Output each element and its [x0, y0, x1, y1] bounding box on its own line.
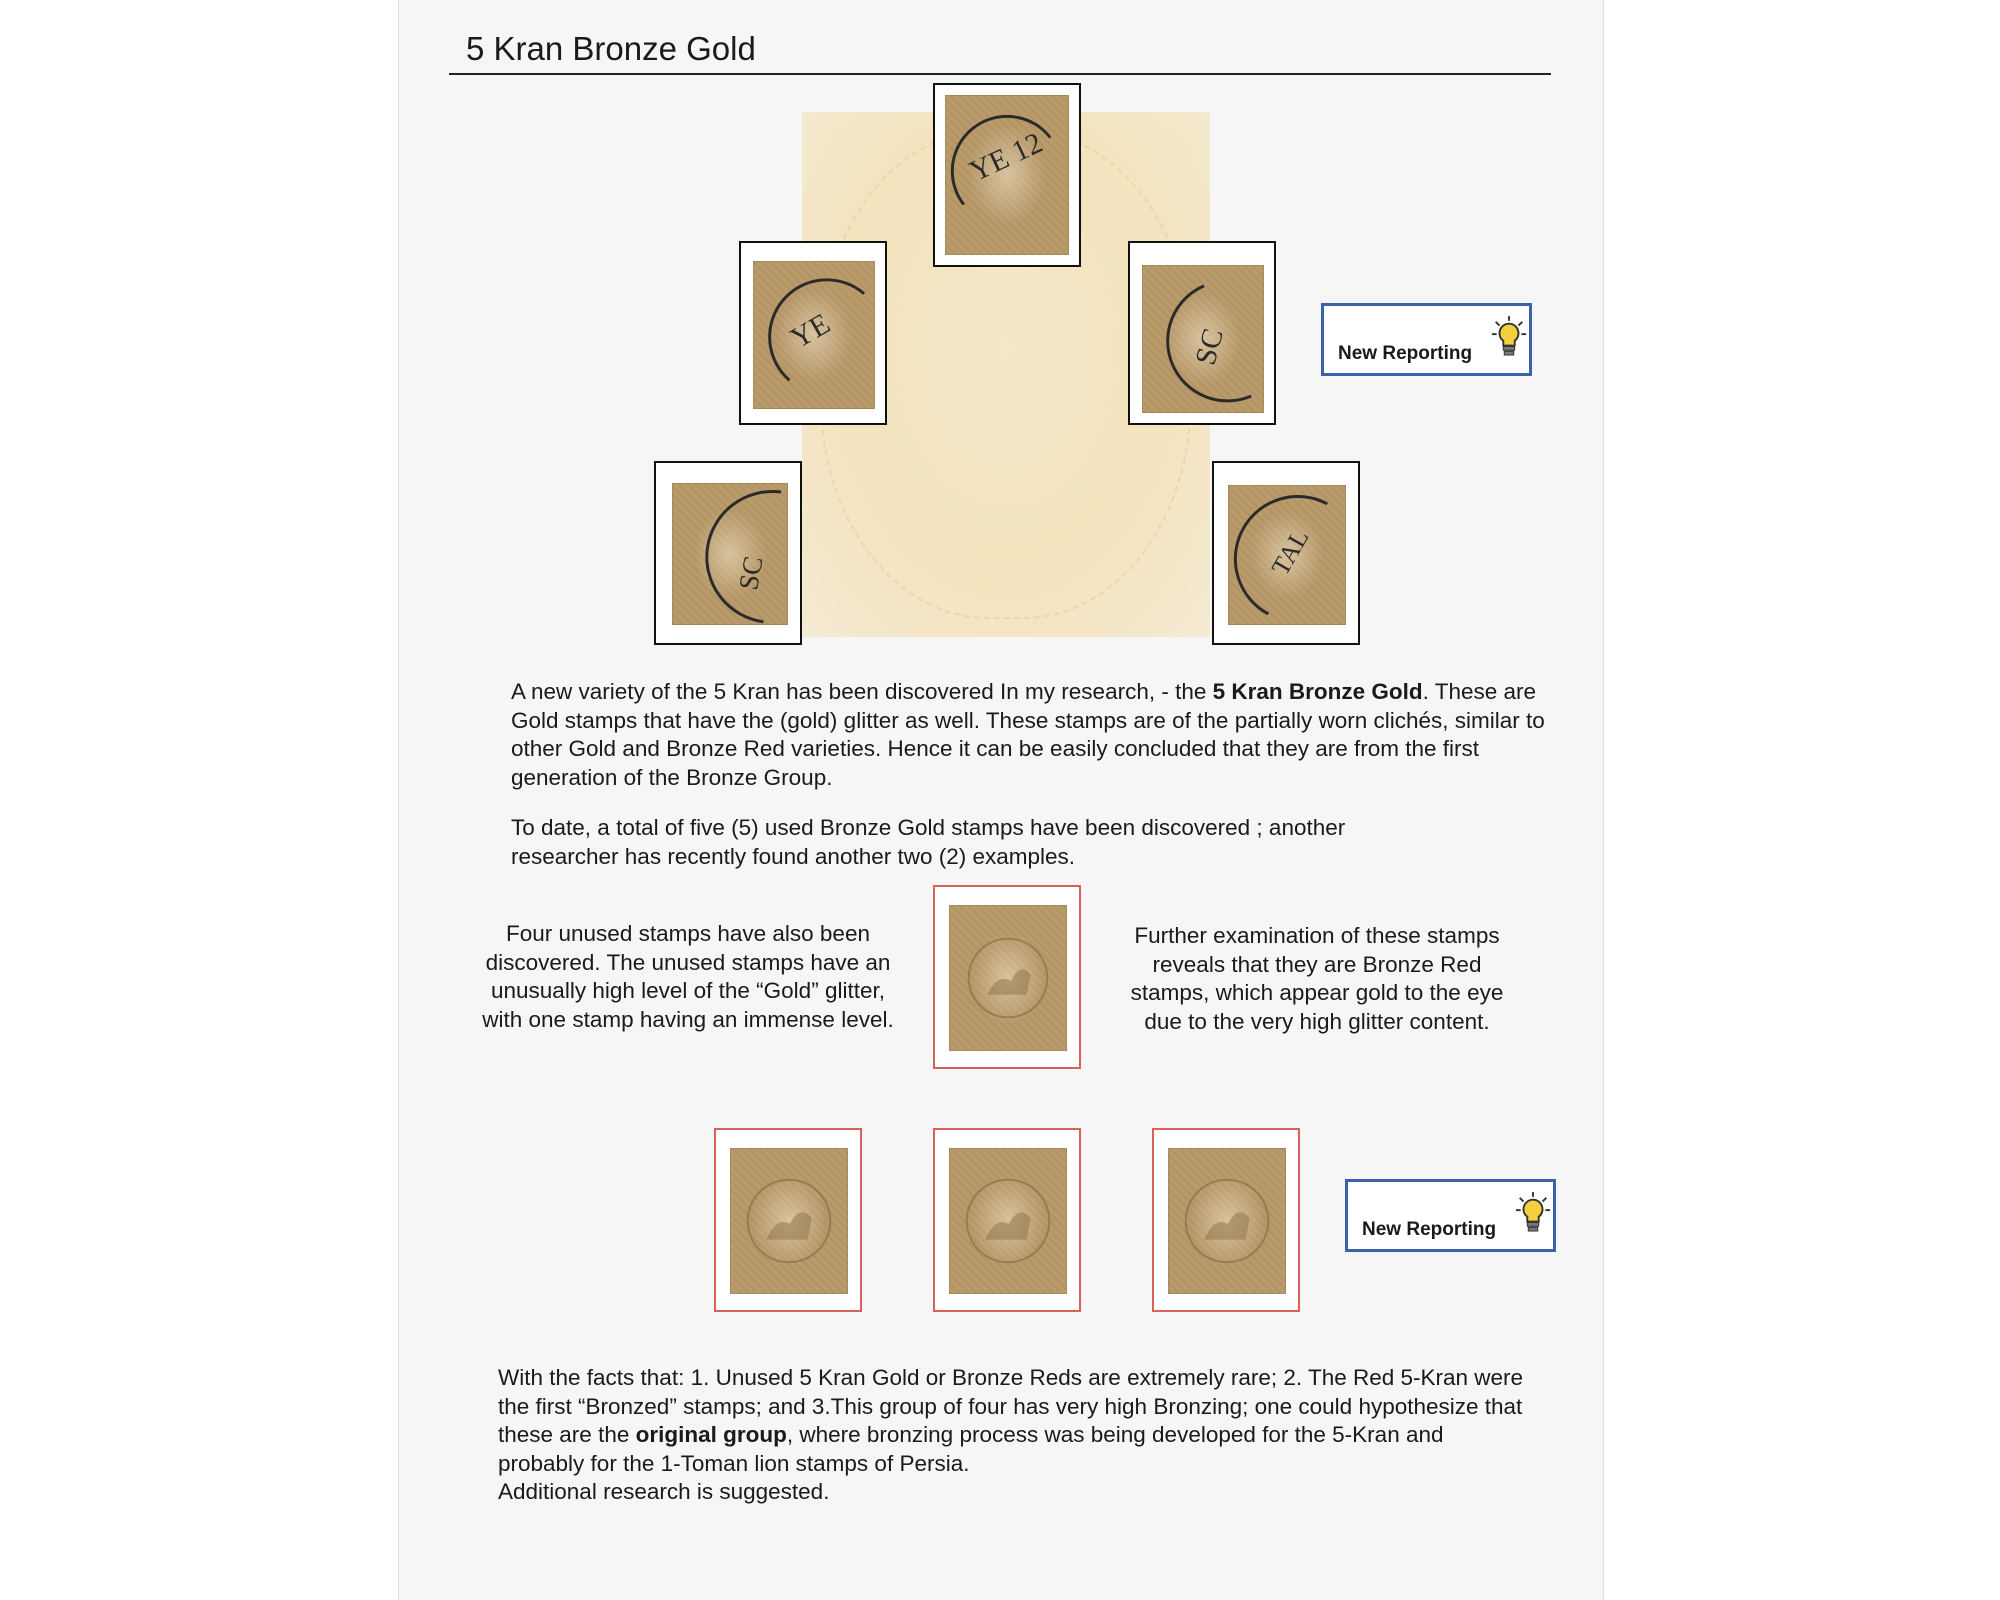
postmark-icon	[946, 96, 1068, 254]
conclusion-text-c: Additional research is suggested.	[498, 1479, 830, 1504]
used-stamp-low-right	[1228, 485, 1346, 625]
intro-text-a: A new variety of the 5 Kran has been discovered In my research, - the	[511, 679, 1213, 704]
intro-bold-variety: 5 Kran Bronze Gold	[1212, 679, 1423, 704]
conclusion-text-b: , where bronzing process was being developed for the 5-Kran and probably for the 1-Toman lion stamps of Persia.	[498, 1422, 1444, 1476]
unused-stamp-left	[730, 1148, 848, 1294]
postmark-icon	[754, 262, 874, 408]
used-stamp-frame-low-left	[654, 461, 802, 645]
used-stamp-frame-top	[933, 83, 1081, 267]
conclusion-text-a: With the facts that: 1. Unused 5 Kran Gold or Bronze Reds are extremely rare; 2. The Red 5-Kran were the first “Bronzed” stamps; and 3.This group of four has very high Bronzing; one could hypothesize that these are the	[498, 1365, 1524, 1447]
unused-stamp-middle	[949, 1148, 1067, 1294]
lion-emblem-icon	[950, 906, 1066, 1050]
lion-emblem-icon	[731, 1149, 847, 1293]
used-stamp-mid-right	[1142, 265, 1264, 413]
unused-stamp-frame-center	[933, 885, 1081, 1069]
conclusion-bold-original-group: original group	[635, 1422, 787, 1447]
postmark-icon	[1143, 266, 1263, 412]
new-reporting-badge	[1345, 1179, 1556, 1252]
page-title: 5 Kran Bronze Gold	[466, 30, 756, 67]
used-stamp-frame-mid-right	[1128, 241, 1276, 425]
intro-text-b: . These are Gold stamps that have the (gold) glitter as well. These stamps are of the partially worn clichés, similar to other Gold and Bronze Red varieties. Hence it can be easily concluded that they are from the first generation of the Bronze Group.	[511, 679, 1545, 790]
unused-stamp-frame-left	[714, 1128, 862, 1312]
lightbulb-icon	[1514, 1190, 1552, 1236]
postmark-text: SC	[1189, 325, 1230, 369]
new-reporting-badge	[1321, 303, 1532, 376]
lion-emblem-icon	[950, 1149, 1066, 1293]
used-stamp-low-left	[672, 483, 788, 625]
used-stamp-frame-low-right	[1212, 461, 1360, 645]
unused-stamp-right	[1168, 1148, 1286, 1294]
unused-stamp-frame-middle	[933, 1128, 1081, 1312]
used-stamp-top	[945, 95, 1069, 255]
discovery-count-paragraph: To date, a total of five (5) used Bronze Gold stamps have been discovered ; another researcher has recently found another two (2) examples.	[511, 815, 1346, 869]
used-stamp-frame-mid-left	[739, 241, 887, 425]
postmark-icon	[1229, 486, 1345, 624]
unused-stamp-frame-right	[1152, 1128, 1300, 1312]
title-underline	[449, 73, 1551, 75]
intro-paragraph	[511, 678, 1556, 792]
unused-stamp-center	[949, 905, 1067, 1051]
lightbulb-icon	[1490, 314, 1528, 360]
used-stamp-mid-left	[753, 261, 875, 409]
badge-label: New Reporting	[1362, 1219, 1497, 1240]
postmark-text: YE 12	[964, 126, 1048, 189]
unused-stamps-note: Four unused stamps have also been discovered. The unused stamps have an unusually high level of the “Gold” glitter, with one stamp having an immense level.	[482, 921, 894, 1032]
bronze-red-note: Further examination of these stamps reveals that they are Bronze Red stamps, which appear gold to the eye due to the very high glitter content.	[1130, 923, 1504, 1034]
postmark-icon	[673, 484, 787, 624]
lion-emblem-icon	[1169, 1149, 1285, 1293]
conclusion-paragraph	[498, 1364, 1528, 1507]
postmark-text: YE	[785, 307, 836, 356]
postmark-text: TAL	[1265, 524, 1315, 581]
postmark-text: SC	[732, 553, 769, 593]
badge-label: New Reporting	[1338, 343, 1473, 364]
